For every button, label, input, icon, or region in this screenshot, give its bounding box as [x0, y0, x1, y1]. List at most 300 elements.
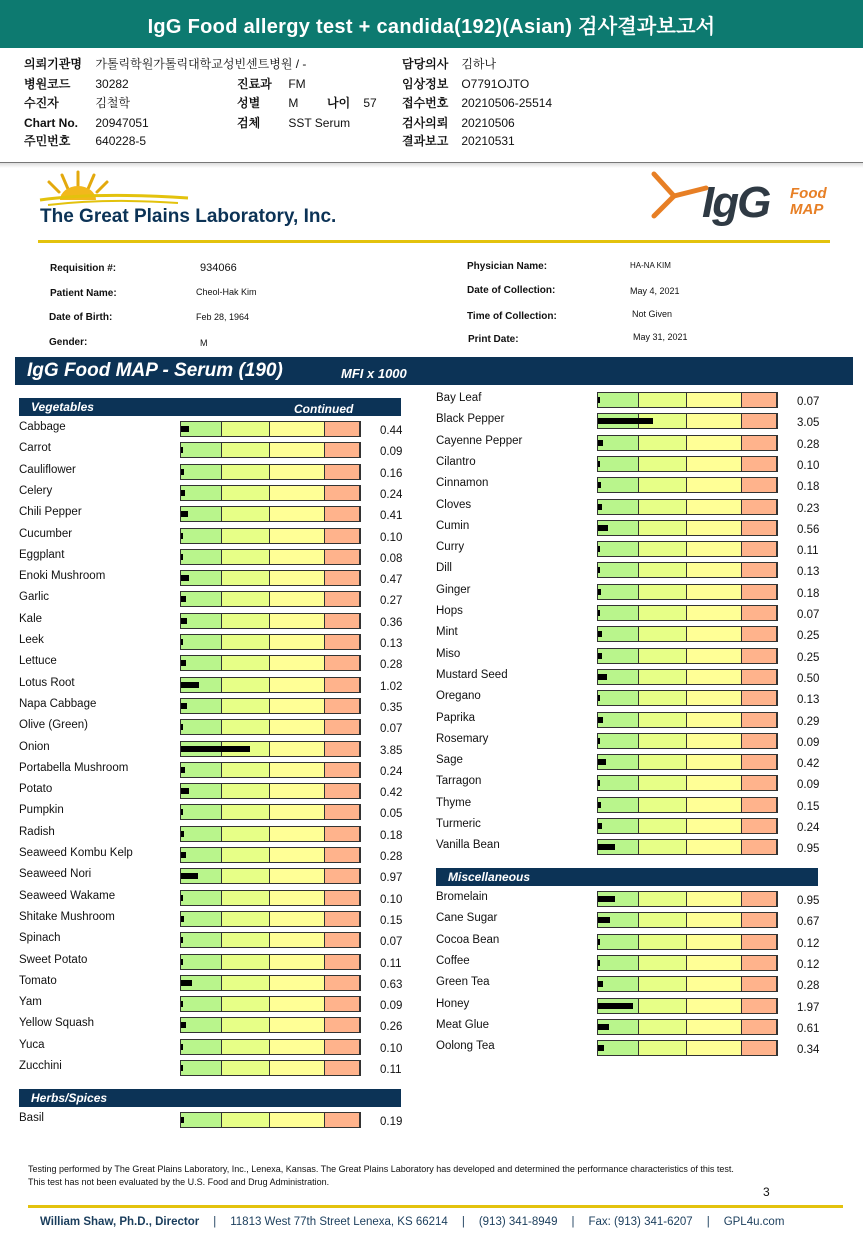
food-name: Oolong Tea	[436, 1040, 495, 1052]
result-bar	[597, 1040, 778, 1056]
scale-zone	[742, 563, 777, 577]
result-value: 0.11	[380, 1064, 402, 1076]
scale-zone	[598, 691, 639, 705]
scale-zone	[598, 935, 639, 949]
scale-zone	[687, 819, 742, 833]
food-name: Lettuce	[19, 655, 57, 667]
result-bar	[597, 605, 778, 621]
result-value: 0.13	[797, 566, 820, 578]
map-text: MAP	[790, 201, 824, 218]
panel-unit: MFI x 1000	[341, 366, 407, 381]
scale-zone	[639, 670, 687, 684]
food-name: Dill	[436, 562, 452, 574]
result-bar-fill	[598, 780, 600, 786]
result-bar-fill	[181, 1065, 183, 1071]
result-row-vanilla-bean	[0, 837, 863, 857]
result-value: 0.25	[797, 652, 820, 664]
result-value: 0.07	[380, 936, 403, 948]
food-map-logo-text	[790, 186, 827, 218]
header-label: 나이	[327, 96, 351, 110]
result-bar-fill	[181, 1117, 184, 1123]
result-value: 0.34	[797, 1044, 820, 1056]
scale-zone	[687, 798, 742, 812]
result-bar-fill	[598, 631, 602, 637]
food-name: Celery	[19, 485, 53, 497]
scale-zone	[742, 436, 777, 450]
result-row-paprika	[0, 710, 863, 730]
result-value: 0.26	[380, 1021, 403, 1033]
scale-zone	[639, 521, 687, 535]
scale-zone	[742, 840, 777, 854]
result-value: 0.15	[380, 915, 403, 927]
scale-zone	[742, 999, 777, 1013]
scale-zone	[687, 521, 742, 535]
result-bar	[597, 797, 778, 813]
scale-zone	[639, 776, 687, 790]
result-value: 0.12	[797, 938, 820, 950]
result-value: 0.63	[380, 979, 403, 991]
scale-zone	[687, 542, 742, 556]
header-value: 20210531	[461, 134, 515, 148]
result-value: 0.28	[380, 659, 403, 671]
scale-zone	[687, 977, 742, 991]
food-name: Honey	[436, 998, 470, 1010]
header-value: O7791OJTO	[461, 77, 530, 91]
scale-zone	[639, 436, 687, 450]
food-name: Cabbage	[19, 421, 66, 433]
scale-zone	[181, 1061, 222, 1075]
scale-zone	[639, 457, 687, 471]
scale-zone	[687, 478, 742, 492]
result-row-bromelain	[0, 889, 863, 909]
result-row-bay-leaf	[0, 390, 863, 410]
scale-zone	[742, 734, 777, 748]
food-name: Potato	[19, 783, 53, 795]
scale-zone	[639, 913, 687, 927]
result-bar	[597, 712, 778, 728]
scale-zone	[639, 393, 687, 407]
scale-zone	[639, 500, 687, 514]
scale-zone	[687, 414, 742, 428]
result-row-cocoa-bean	[0, 932, 863, 952]
result-bar	[597, 934, 778, 950]
result-value: 0.11	[797, 545, 819, 557]
scale-zone	[598, 798, 639, 812]
result-row-black-pepper	[0, 411, 863, 431]
result-value: 0.95	[797, 843, 820, 855]
result-bar	[597, 435, 778, 451]
header-value: M	[288, 96, 299, 110]
food-name: Sage	[436, 754, 463, 766]
header-sex	[237, 96, 298, 110]
food-name: Garlic	[19, 591, 50, 603]
result-row-mint	[0, 624, 863, 644]
report-title-bar	[0, 0, 863, 48]
scale-zone	[639, 627, 687, 641]
food-name: Onion	[19, 741, 50, 753]
scale-zone	[742, 500, 777, 514]
collection-time-label: Time of Collection:	[467, 311, 557, 322]
scale-zone	[742, 819, 777, 833]
food-name: Cane Sugar	[436, 912, 498, 924]
print-date-value: May 31, 2021	[633, 332, 688, 342]
scale-zone	[639, 819, 687, 833]
result-value: 0.19	[380, 1116, 403, 1128]
result-bar	[597, 648, 778, 664]
result-value: 0.28	[797, 439, 820, 451]
result-row-tarragon	[0, 773, 863, 793]
header-label: 검사의뢰	[402, 116, 449, 130]
scale-zone	[639, 892, 687, 906]
result-value: 0.41	[380, 510, 403, 522]
header-clinical-info	[402, 77, 529, 91]
header-value: 가톨릭학원가톨릭대학교성빈센트병원 / -	[95, 57, 307, 71]
header-label: 임상정보	[402, 77, 449, 91]
scale-zone	[687, 892, 742, 906]
scale-zone	[742, 798, 777, 812]
result-value: 3.05	[797, 417, 820, 429]
result-value: 1.97	[797, 1002, 820, 1014]
footer-phone: (913) 341-8949	[478, 1216, 558, 1228]
scale-zone	[639, 840, 687, 854]
food-name: Cucumber	[19, 528, 73, 540]
result-bar-fill	[598, 546, 600, 552]
food-name: Chili Pepper	[19, 506, 82, 518]
food-name: Cloves	[436, 499, 472, 511]
result-value: 0.09	[797, 737, 820, 749]
result-bar	[597, 775, 778, 791]
result-value: 0.07	[797, 609, 820, 621]
scale-zone	[742, 1041, 777, 1055]
section-header-herbs	[19, 1089, 401, 1107]
scale-zone	[742, 521, 777, 535]
antibody-logo-icon	[648, 170, 710, 222]
scale-zone	[598, 649, 639, 663]
panel-title-bar	[15, 357, 853, 385]
header-hospital	[24, 57, 306, 71]
scale-zone	[687, 956, 742, 970]
gender-label: Gender:	[49, 337, 88, 348]
scale-zone	[598, 1041, 639, 1055]
scale-zone	[687, 935, 742, 949]
food-name: Oregano	[436, 690, 481, 702]
scale-zone	[598, 457, 639, 471]
scale-zone	[742, 1020, 777, 1034]
gender-value: M	[200, 338, 208, 348]
scale-zone	[598, 977, 639, 991]
result-value: 0.05	[380, 808, 403, 820]
requisition-label: Requisition #:	[50, 263, 117, 274]
result-value: 0.24	[797, 822, 820, 834]
scale-zone	[742, 478, 777, 492]
result-bar	[597, 754, 778, 770]
header-value: 20947051	[95, 116, 149, 130]
result-bar	[597, 669, 778, 685]
result-value: 0.10	[380, 1043, 403, 1055]
scale-zone	[742, 977, 777, 991]
food-name: Shitake Mushroom	[19, 911, 115, 923]
result-row-rosemary	[0, 731, 863, 751]
result-value: 0.61	[797, 1023, 820, 1035]
result-bar-fill	[598, 823, 602, 829]
header-chart-no	[24, 116, 149, 130]
food-name: Seaweed Nori	[19, 868, 92, 880]
food-name: Paprika	[436, 712, 475, 724]
result-value: 0.18	[797, 588, 820, 600]
scale-zone	[742, 393, 777, 407]
header-value: 김철학	[95, 96, 131, 110]
food-name: Basil	[19, 1112, 44, 1124]
header-label: 검체	[237, 116, 261, 130]
result-row-sage	[0, 752, 863, 772]
result-value: 0.13	[797, 694, 820, 706]
result-value: 0.27	[380, 595, 403, 607]
header-label: 진료과	[237, 77, 272, 91]
scale-zone	[639, 542, 687, 556]
food-name: Leek	[19, 634, 44, 646]
scale-zone	[687, 840, 742, 854]
result-value: 1.02	[380, 681, 403, 693]
scale-zone	[222, 1113, 270, 1127]
result-bar-fill	[598, 610, 600, 616]
result-value: 0.09	[380, 446, 403, 458]
result-row-thyme	[0, 795, 863, 815]
result-value: 0.25	[797, 630, 820, 642]
section-title: Herbs/Spices	[31, 1091, 108, 1105]
result-bar-fill	[598, 695, 600, 701]
result-row-meat-glue	[0, 1017, 863, 1037]
result-value: 0.13	[380, 638, 403, 650]
result-value: 0.18	[380, 830, 403, 842]
result-bar	[597, 818, 778, 834]
scale-zone	[222, 1061, 270, 1075]
header-label: Chart No.	[24, 116, 78, 130]
scale-zone	[742, 935, 777, 949]
result-bar	[597, 541, 778, 557]
result-value: 0.09	[380, 1000, 403, 1012]
result-value: 0.10	[380, 894, 403, 906]
result-bar	[597, 392, 778, 408]
header-value: 640228-5	[95, 134, 147, 148]
scale-zone	[687, 457, 742, 471]
section-title: Miscellaneous	[448, 870, 531, 884]
section-continued: Continued	[294, 402, 354, 416]
result-value: 0.10	[797, 460, 820, 472]
header-request-date	[402, 116, 515, 130]
result-bar	[597, 413, 778, 429]
scale-zone	[325, 1113, 360, 1127]
food-name: Portabella Mushroom	[19, 762, 129, 774]
result-row-basil	[0, 1110, 863, 1130]
scale-zone	[598, 627, 639, 641]
result-value: 0.42	[797, 758, 820, 770]
scale-zone	[639, 691, 687, 705]
food-name: Miso	[436, 648, 461, 660]
collection-date-value: May 4, 2021	[630, 286, 680, 296]
result-value: 0.10	[380, 532, 403, 544]
scale-zone	[325, 1061, 360, 1075]
scale-zone	[742, 606, 777, 620]
result-bar-fill	[598, 1024, 609, 1030]
physician-label: Physician Name:	[467, 261, 548, 272]
dob-value: Feb 28, 1964	[196, 312, 250, 322]
footer-address: 11813 West 77th Street Lenexa, KS 66214	[230, 1216, 448, 1228]
food-name: Cocoa Bean	[436, 934, 500, 946]
scale-zone	[639, 649, 687, 663]
result-row-zucchini	[0, 1058, 863, 1078]
result-row-honey	[0, 996, 863, 1016]
result-bar	[597, 1019, 778, 1035]
result-bar-fill	[181, 873, 198, 879]
scale-zone	[639, 1041, 687, 1055]
scale-zone	[687, 436, 742, 450]
result-bar	[597, 477, 778, 493]
collection-time-value: Not Given	[632, 309, 673, 319]
result-bar-fill	[598, 939, 600, 945]
scale-zone	[687, 1041, 742, 1055]
scale-zone	[598, 478, 639, 492]
result-bar-fill	[598, 461, 600, 467]
header-value: FM	[288, 77, 306, 91]
result-bar-fill	[598, 589, 601, 595]
food-name: Pumpkin	[19, 804, 64, 816]
header-label: 담당의사	[402, 57, 449, 71]
scale-zone	[598, 563, 639, 577]
result-bar-fill	[598, 653, 602, 659]
food-name: Black Pepper	[436, 413, 505, 425]
scale-zone	[687, 649, 742, 663]
result-bar	[597, 912, 778, 928]
result-bar-fill	[598, 917, 610, 923]
scale-zone	[598, 713, 639, 727]
food-name: Seaweed Wakame	[19, 890, 116, 902]
scale-zone	[598, 606, 639, 620]
scale-zone	[687, 500, 742, 514]
header-value: 57	[363, 96, 377, 110]
result-value: 0.36	[380, 617, 403, 629]
food-name: Spinach	[19, 932, 61, 944]
food-name: Curry	[436, 541, 465, 553]
scale-zone	[598, 542, 639, 556]
food-name: Yam	[19, 996, 42, 1008]
result-value: 0.24	[380, 766, 403, 778]
result-bar-fill	[598, 1003, 633, 1009]
scale-zone	[742, 542, 777, 556]
scale-zone	[270, 1061, 325, 1075]
result-row-cane-sugar	[0, 910, 863, 930]
header-resident-no	[24, 134, 146, 148]
result-value: 0.50	[797, 673, 820, 685]
result-value: 0.18	[797, 481, 820, 493]
result-row-miso	[0, 646, 863, 666]
scale-zone	[742, 913, 777, 927]
result-bar-fill	[598, 1045, 604, 1051]
result-bar-fill	[598, 482, 601, 488]
scale-zone	[687, 713, 742, 727]
header-value: 20210506	[461, 116, 515, 130]
food-name: Turmeric	[436, 818, 481, 830]
scale-zone	[687, 585, 742, 599]
scale-zone	[742, 457, 777, 471]
scale-zone	[598, 734, 639, 748]
result-value: 0.12	[797, 959, 820, 971]
scale-zone	[687, 734, 742, 748]
header-label: 접수번호	[402, 96, 449, 110]
result-row-cloves	[0, 497, 863, 517]
header-patient	[24, 96, 130, 110]
scale-zone	[325, 869, 360, 883]
footer-disclaimer: Testing performed by The Great Plains Laboratory, Inc., Lenexa, Kansas. The Great Plains Laboratory has developed and determined the performance characteristics of this test. This test has not been evaluated by the U.S. Food and Drug Administration.	[28, 1164, 734, 1187]
result-value: 0.24	[380, 489, 403, 501]
result-row-curry	[0, 539, 863, 559]
result-bar-fill	[598, 674, 607, 680]
food-name: Ginger	[436, 584, 471, 596]
header-label: 주민번호	[24, 134, 71, 148]
food-name: Cumin	[436, 520, 470, 532]
scale-zone	[639, 713, 687, 727]
result-value: 0.42	[380, 787, 403, 799]
result-value: 0.97	[380, 872, 403, 884]
scale-zone	[598, 776, 639, 790]
result-bar	[597, 562, 778, 578]
result-value: 0.67	[797, 916, 820, 928]
result-bar-fill	[598, 525, 608, 531]
scale-zone	[742, 627, 777, 641]
result-value: 0.28	[380, 851, 403, 863]
scale-zone	[639, 977, 687, 991]
scale-zone	[639, 563, 687, 577]
patient-name-label: Patient Name:	[50, 288, 117, 299]
scale-zone	[687, 999, 742, 1013]
result-bar	[597, 733, 778, 749]
food-name: Hops	[436, 605, 463, 617]
result-value: 0.15	[797, 801, 820, 813]
scale-zone	[598, 956, 639, 970]
food-name: Cauliflower	[19, 464, 76, 476]
scale-zone	[687, 606, 742, 620]
food-name: Vanilla Bean	[436, 839, 500, 851]
header-label: 성별	[237, 96, 261, 110]
scale-zone	[687, 627, 742, 641]
header-label: 의뢰기관명	[24, 57, 82, 71]
header-value: 김하나	[461, 57, 497, 71]
result-bar-fill	[598, 567, 600, 573]
result-bar	[180, 1112, 361, 1128]
result-value: 0.07	[380, 723, 403, 735]
scale-zone	[639, 935, 687, 949]
footer-fax: Fax: (913) 341-6207	[588, 1216, 693, 1228]
scale-zone	[639, 956, 687, 970]
result-bar	[597, 955, 778, 971]
food-name: Coffee	[436, 955, 470, 967]
print-date-label: Print Date:	[468, 334, 519, 345]
footer-web[interactable]: GPL4u.com	[723, 1216, 785, 1228]
footer-contact: William Shaw, Ph.D., Director | 11813 West 77th Street Lenexa, KS 66214 | (913) 341-8949 | Fax: (913) 341-6207 | GPL4u.com	[40, 1216, 785, 1228]
result-bar	[597, 499, 778, 515]
scale-zone	[598, 436, 639, 450]
page-number: 3	[763, 1185, 770, 1199]
result-row-oolong-tea	[0, 1038, 863, 1058]
result-bar	[597, 626, 778, 642]
scale-zone	[742, 670, 777, 684]
scale-zone	[639, 1020, 687, 1034]
result-bar	[180, 868, 361, 884]
food-name: Cayenne Pepper	[436, 435, 523, 447]
scale-zone	[742, 713, 777, 727]
scale-zone	[687, 755, 742, 769]
scale-zone	[639, 755, 687, 769]
result-value: 0.08	[380, 553, 403, 565]
